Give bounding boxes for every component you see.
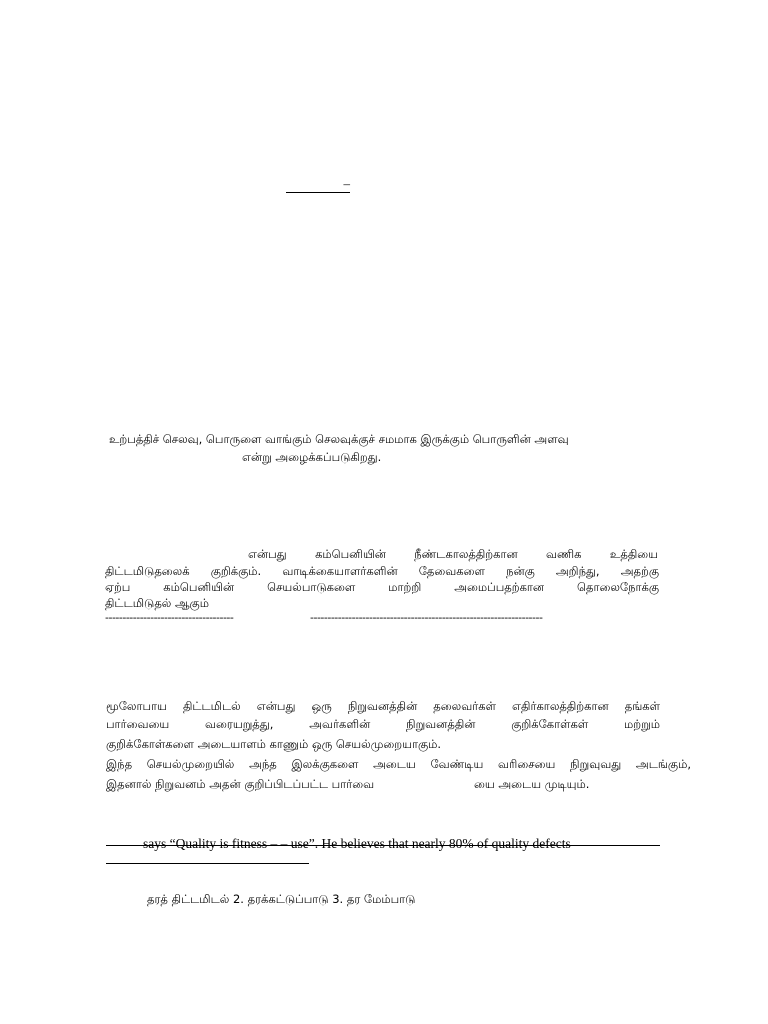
q3-line-3: ஏற்ப கம்பெனியின் செயல்பாடுகளை மாற்றி அமைப்பதற்கான தொலைநோக்கு [105, 580, 659, 594]
q2-line-1: உற்பத்திச் செலவு, பொருளை வாங்கும் செலவுக்குச் சமமாக இருக்கும் பொருளின் அளவு [109, 432, 569, 446]
q3-line-4: திட்டமிடுதல் ஆகும் [105, 596, 209, 610]
q2-line-2: என்று அழைக்கப்படுகிறது. [242, 450, 382, 464]
q4-line-4: இந்த செயல்முறையில் அந்த இலக்குகளை அடைய வேண்டிய வரிசையை நிறுவுவது அடங்கும், [106, 757, 691, 771]
q3-line-2: திட்டமிடுதலைக் குறிக்கும். வாடிக்கையாளர்களின் தேவைகளை நன்கு அறிந்து, அதற்கு [105, 564, 659, 578]
q5-strike-line [106, 845, 660, 846]
q4-line-3: குறிக்கோள்களை அடையாளம் காணும் ஒரு செயல்முறையாகும். [106, 737, 442, 751]
q4-line-1: மூலோபாய திட்டமிடல் என்பது ஒரு நிறுவனத்தின் தலைவர்கள் எதிர்காலத்திற்கான தங்கள் [106, 699, 660, 713]
q4-line-2: பார்வையை வரையறுத்து, அவர்களின் நிறுவனத்தின் குறிக்கோள்கள் மற்றும் [106, 717, 660, 731]
q3-answer-dashes-left: ------------------------------------- [105, 611, 234, 624]
q4-line-5-start: இதனால் நிறுவனம் அதன் குறிப்பிடப்பட்ட பார்வை [106, 777, 375, 791]
q3-answer-dashes-right: ------------------------------------------------------------------- [310, 611, 543, 624]
q5-answer-underline [106, 863, 309, 864]
q4-line-5-end: யை அடைய முடியும். [474, 777, 590, 791]
q6-options: தரத் திட்டமிடல் 2. தரக்கட்டுப்பாடு 3. தர மேம்பாடு [147, 892, 416, 906]
q3-line-1: என்பது கம்பெனியின் நீண்டகாலத்திற்கான வணிக உத்தியை [248, 547, 658, 561]
q5-english-text: says “Quality is fitness – – use”. He believes that nearly 80% of quality defects [143, 836, 571, 851]
fill-in-blank: – [286, 178, 350, 193]
